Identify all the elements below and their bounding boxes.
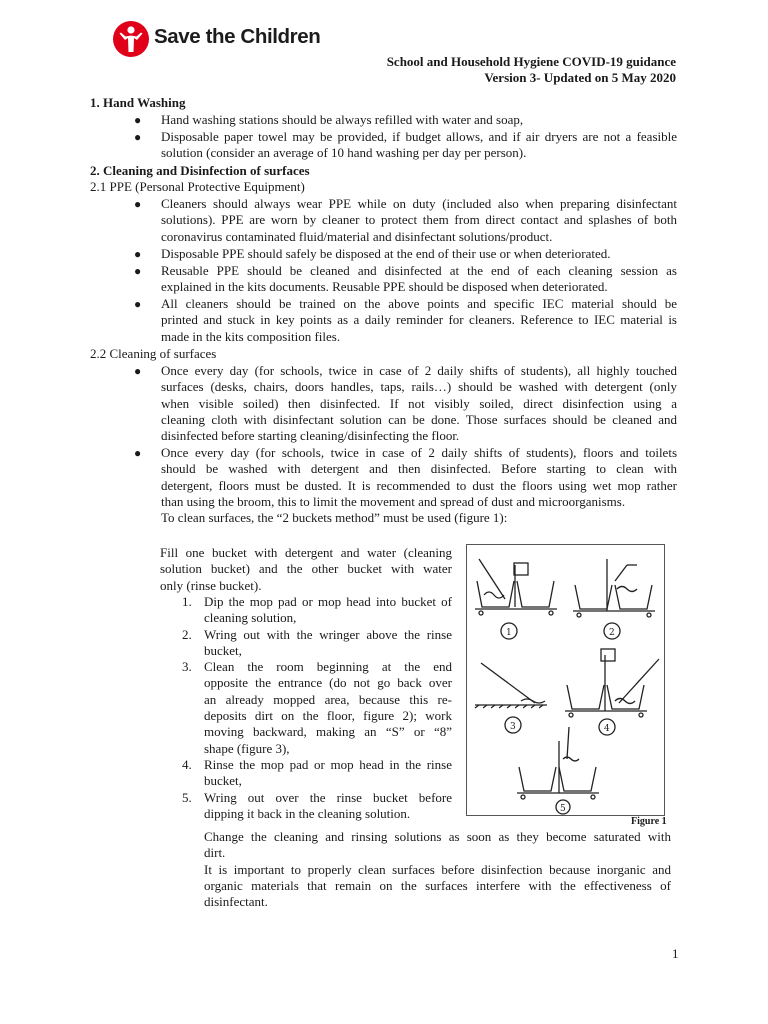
step-number: 5. [182, 789, 192, 805]
page-number: 1 [672, 946, 679, 961]
list-item: ● Once every day (for schools, twice in case of 2 daily shifts of students), all highly touched surfaces (desks, chairs, doors handles, taps, rails…) should be washed with detergent (only when visible soiled) then disinfected. If not visibly soiled, direct disinfection using a cleaning cloth with disinfectant solution can be done. Those surfaces should be cleaned and disinfected before starting cleaning/disinfecting the floor. [134, 363, 677, 444]
list-item: 3. Clean the room beginning at the end opposite the entrance (do not go back over an already mopped area, because this re- deposits dirt on the floor, figure 2); work moving backward, making an “S” or “8” shape (figure 3), [182, 659, 452, 756]
figure-label-5: 5 [560, 804, 566, 814]
figure-label-1: 1 [506, 628, 512, 638]
figure-panel-1 [475, 559, 557, 639]
subsection-heading-cleaning-surfaces: 2.2 Cleaning of surfaces [90, 346, 217, 361]
figure-panel-2 [573, 559, 655, 639]
list-item: ● Once every day (for schools, twice in case of 2 daily shifts of students), floors and toilets should be washed with detergent and then disinfected. Before starting to clean with detergent, floors must be dusted. It is recommended to dust the floors using wet mop rather than using the broom, this to limit the movement and spread of dust and microorganisms. To clean surfaces, the “2 buckets method” must be used (figure 1): [134, 445, 677, 526]
doc-version: Version 3- Updated on 5 May 2020 [484, 70, 676, 85]
step-number: 4. [182, 756, 192, 772]
figure-label-4: 4 [604, 724, 610, 734]
org-name: Save the Children [154, 25, 321, 48]
subsection-heading-ppe: 2.1 PPE (Personal Protective Equipment) [90, 179, 305, 194]
bullet-icon: ● [134, 446, 142, 460]
step-number: 2. [182, 626, 192, 642]
figure-panel-5 [517, 727, 599, 814]
figure-panel-3 [475, 663, 547, 733]
bullet-icon: ● [134, 197, 142, 211]
list-item: ● Disposable paper towel may be provided, if budget allows, and if air dryers are not a feasible solution (consider an average of 10 hand washing per day per person). [134, 129, 677, 161]
list-item: ● Hand washing stations should be always refilled with water and soap, [134, 112, 524, 127]
figure-panel-4 [565, 649, 659, 735]
figure-caption: Figure 1 [631, 816, 667, 827]
step-number: 3. [182, 659, 192, 675]
bullet-icon: ● [134, 297, 142, 311]
bullet-icon: ● [134, 130, 142, 144]
list-item: ● Reusable PPE should be cleaned and disinfected at the end of each cleaning session as explained in the kits documents. Reusable PPE should be disposed when deteriorated. [134, 263, 677, 295]
method-intro: Fill one bucket with detergent and water (cleaning solution bucket) and the other bucket with water only (rinse bucket). [160, 545, 452, 593]
figure-label-2: 2 [609, 628, 615, 638]
section-heading-hand-washing: 1. Hand Washing [90, 95, 186, 110]
bullet-icon: ● [134, 264, 142, 278]
doc-title: School and Household Hygiene COVID-19 guidance [386, 54, 676, 69]
list-item: 2. Wring out with the wringer above the rinse bucket, [182, 626, 452, 658]
method-steps [182, 594, 452, 822]
list-item: 5. Wring out over the rinse bucket before dipping it back in the cleaning solution. [182, 789, 452, 821]
list-item: 1. Dip the mop pad or mop head into bucket of cleaning solution, [182, 594, 452, 626]
figure-two-buckets [466, 544, 665, 816]
bullet-icon: ● [134, 247, 142, 261]
list-item: ● Cleaners should always wear PPE while on duty (included also when preparing disinfectant solutions). PPE are worn by cleaner to protect them from direct contact and splashes of both coronavirus contaminated fluid/material and disinfectant solutions/product. [134, 196, 677, 244]
list-item: ● Disposable PPE should safely be disposed at the end of their use or when deteriorated. [134, 246, 611, 261]
list-item: ● All cleaners should be trained on the above points and specific IEC material should be printed and stuck in key points as a daily reminder for cleaners. Reference to IEC material is made in the kits composition files. [134, 296, 677, 344]
bullet-icon: ● [134, 364, 142, 378]
bullet-icon: ● [134, 113, 142, 127]
list-item: 4. Rinse the mop pad or mop head in the rinse bucket, [182, 756, 452, 789]
method-notes: Change the cleaning and rinsing solutions as soon as they become saturated with dirt. It is important to properly clean surfaces before disinfection because inorganic and organic materials that remain on the surfaces interfere with the effectiveness of disinfectant. [204, 829, 671, 910]
section-heading-cleaning: 2. Cleaning and Disinfection of surfaces [90, 163, 310, 178]
figure-label-3: 3 [510, 722, 516, 732]
step-number: 1. [182, 594, 192, 609]
